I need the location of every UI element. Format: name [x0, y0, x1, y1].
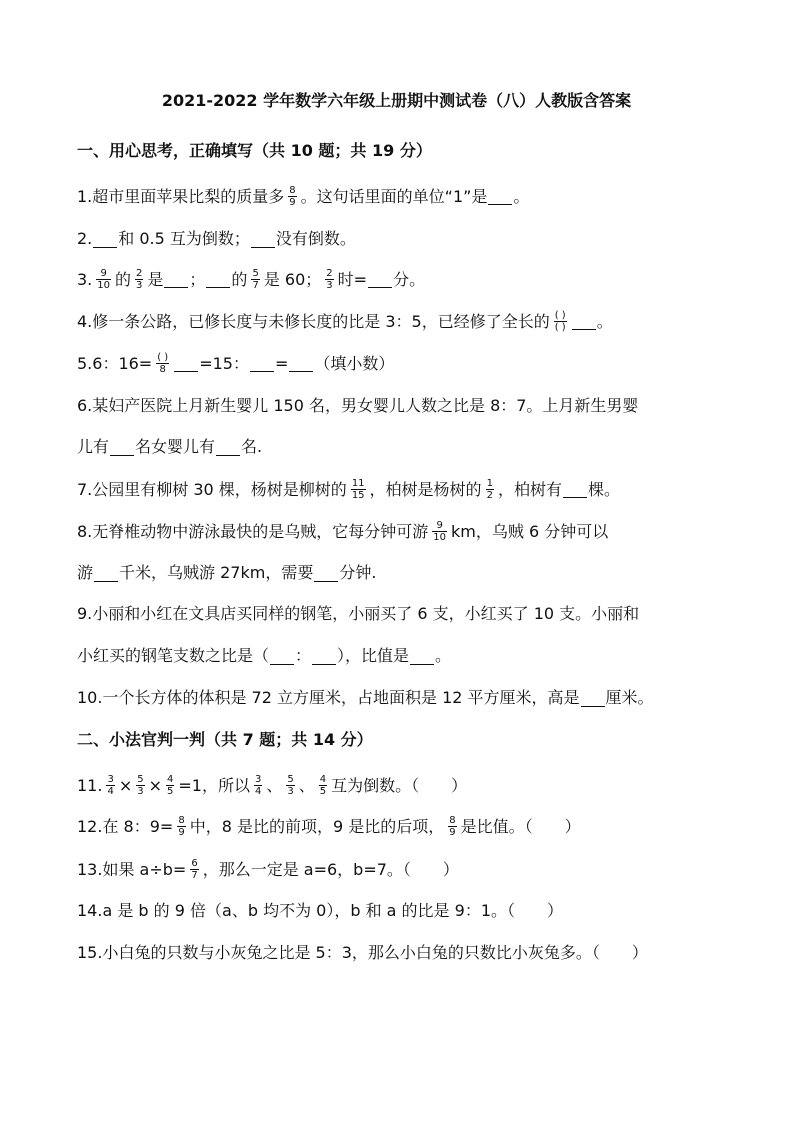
answer-blank[interactable]	[270, 648, 294, 665]
answer-blank[interactable]	[164, 271, 188, 288]
question-12: 12.在 8：9= $\frac{8}{9}$ 中，8 是比的前项，9 是比的后项， $\frac{8}{9}$ 是比值。（ ）	[77, 815, 581, 838]
answer-blank[interactable]	[93, 231, 117, 248]
page-title: 2021-2022 学年数学六年级上册期中测试卷（八）人教版含答案	[161, 91, 632, 110]
question-4: 4.修一条公路，已修长度与未修长度的比是 3：5，已经修了全长的 $\frac{( )}{( )}$ 。	[77, 310, 613, 333]
fraction: $\frac{8}{9}$	[289, 185, 296, 208]
section-1-heading: 一、用心思考，正确填写（共 10 题；共 19 分）	[77, 141, 432, 160]
answer-blank[interactable]	[581, 690, 605, 707]
question-2: 2. 和 0.5 互为倒数； 没有倒数。	[77, 229, 356, 248]
fraction: $\frac{11}{15}$	[351, 478, 365, 501]
fraction: $\frac{4}{5}$	[319, 774, 327, 797]
fraction: $\frac{5}{7}$	[252, 268, 259, 291]
question-6-line-1: 6.某妇产医院上月新生婴儿 150 名，男女婴儿人数之比是 8：7。上月新生男婴	[77, 396, 639, 415]
question-8-line-1: 8.无脊椎动物中游泳最快的是乌贼，它每分钟可游 $\frac{9}{10}$ km，乌贼 6 分钟可以	[77, 520, 609, 543]
answer-blank[interactable]	[206, 271, 230, 288]
fraction: $\frac{( )}{( )}$	[554, 310, 566, 333]
fraction: $\frac{6}{7}$	[191, 858, 198, 881]
fraction: $\frac{3}{4}$	[107, 774, 114, 797]
section-2-heading: 二、小法官判一判（共 7 题；共 14 分）	[77, 730, 373, 749]
fraction: $\frac{4}{5}$	[167, 774, 174, 797]
question-15	[77, 942, 648, 964]
question-13: 13.如果 a÷b= $\frac{6}{7}$ ，那么一定是 a=6，b=7。（ ）	[77, 858, 459, 881]
answer-blank[interactable]	[314, 565, 338, 582]
question-6-line-2: 儿有 名女婴儿有 名.	[77, 437, 263, 456]
fraction: $\frac{2}{3}$	[326, 268, 333, 291]
judgement-paren[interactable]: 14.a 是 b 的 9 倍（a、b 均不为 0），b 和 a 的比是 9：1。（ ）	[77, 901, 563, 920]
fraction: $\frac{3}{4}$	[254, 774, 262, 797]
answer-blank[interactable]	[488, 188, 512, 205]
answer-blank[interactable]	[572, 313, 596, 330]
answer-blank[interactable]	[312, 648, 336, 665]
judgement-paren[interactable]: 是比值。（ ）	[460, 816, 581, 836]
question-9-line-2: 小红买的钢笔支数之比是（ ： ），比值是 。	[77, 646, 452, 665]
fraction: $\frac{9}{10}$	[97, 268, 110, 291]
answer-blank[interactable]	[410, 648, 434, 665]
fraction: $\frac{( )}{8}$	[157, 352, 169, 375]
fraction: $\frac{8}{9}$	[449, 815, 456, 838]
answer-blank[interactable]	[110, 439, 134, 456]
answer-blank[interactable]	[563, 481, 587, 498]
question-7: 7.公园里有柳树 30 棵，杨树是柳树的 $\frac{11}{15}$ ，柏树是杨树的 $\frac{1}{2}$ ，柏树有 棵。	[77, 478, 620, 501]
question-1: 1.超市里面苹果比梨的质量多 $\frac{8}{9}$ 。这句话里面的单位“1”是 。	[77, 185, 530, 208]
question-11: 11. $\frac{3}{4}$ × $\frac{5}{3}$ × $\frac{4}{5}$ =1，所以 $\frac{3}{4}$ 、 $\frac{5}{3}$ 、 $\frac{4}{5}$ 互为倒数。（ ）	[77, 774, 468, 797]
judgement-paren[interactable]: 互为倒数。（ ）	[331, 775, 468, 795]
fraction: $\frac{9}{10}$	[433, 520, 447, 543]
fraction: $\frac{5}{3}$	[137, 774, 144, 797]
question-14	[77, 900, 563, 922]
answer-blank[interactable]	[250, 355, 274, 372]
question-10: 10.一个长方体的体积是 72 立方厘米，占地面积是 12 平方厘米，高是 厘米。	[77, 688, 654, 707]
answer-blank[interactable]	[251, 231, 275, 248]
answer-blank[interactable]	[174, 355, 198, 372]
answer-blank[interactable]	[289, 355, 313, 372]
answer-blank[interactable]	[368, 271, 392, 288]
fraction: $\frac{8}{9}$	[178, 815, 185, 838]
question-5: 5.6：16= $\frac{( )}{8}$ =15： = （填小数）	[77, 352, 395, 375]
question-3: 3. $\frac{9}{10}$ 的 $\frac{2}{3}$ 是 ； 的 $\frac{5}{7}$ 是 60； $\frac{2}{3}$ 时= 分。	[77, 268, 426, 291]
judgement-paren[interactable]: ，那么一定是 a=6，b=7。（ ）	[202, 859, 459, 879]
answer-blank[interactable]	[94, 565, 118, 582]
question-8-line-2: 游 千米，乌贼游 27km，需要 分钟.	[77, 563, 377, 582]
answer-blank[interactable]	[216, 439, 240, 456]
question-9-line-1: 9.小丽和小红在文具店买同样的钢笔，小丽买了 6 支，小红买了 10 支。小丽和	[77, 604, 640, 623]
fraction: $\frac{1}{2}$	[486, 478, 493, 501]
fraction: $\frac{2}{3}$	[136, 268, 143, 291]
fraction: $\frac{5}{3}$	[287, 774, 294, 797]
judgement-paren[interactable]: 15.小白兔的只数与小灰兔之比是 5：3，那么小白兔的只数比小灰兔多。（ ）	[77, 943, 648, 962]
